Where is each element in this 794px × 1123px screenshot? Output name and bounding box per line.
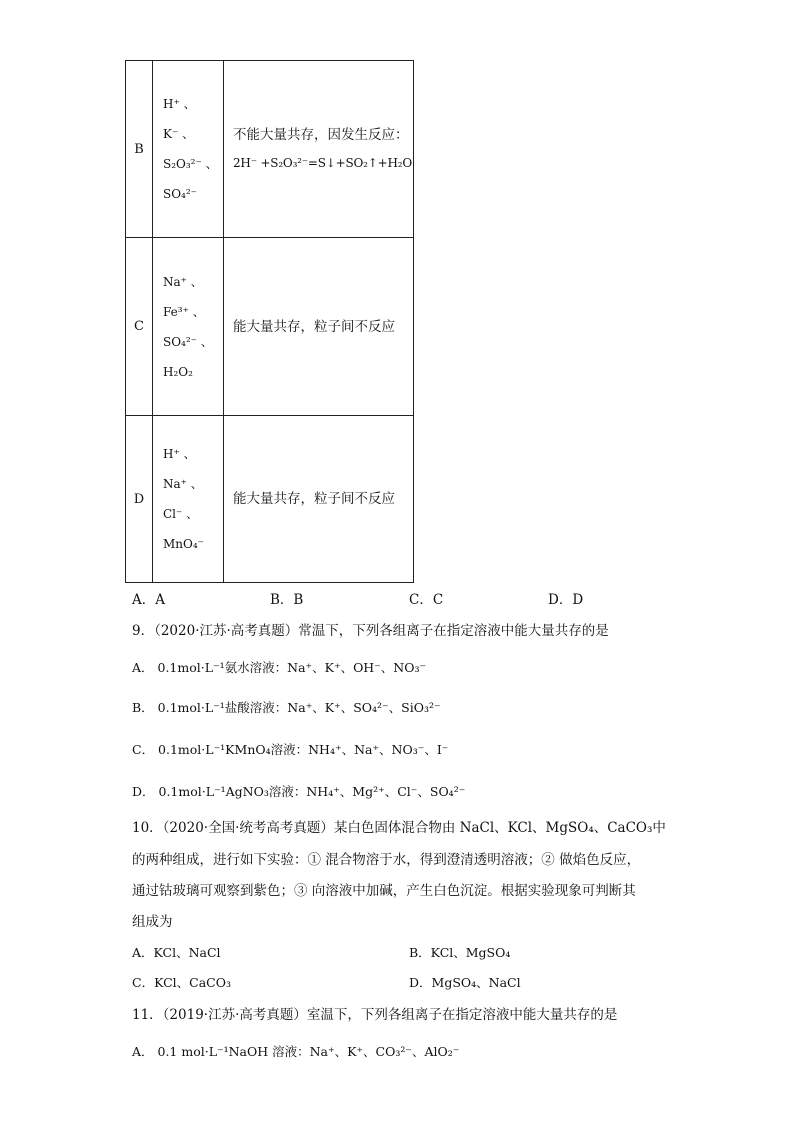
judgement-text: 能大量共存，粒子间不反应 xyxy=(233,318,395,335)
option-label: C xyxy=(126,238,153,416)
option-label: B xyxy=(126,61,153,238)
q10-option-b[interactable]: B．KCl、MgSO₄ xyxy=(409,945,511,960)
ion-item: Na⁺ 、 xyxy=(163,274,203,289)
judgement-text: 能大量共存，粒子间不反应 xyxy=(233,491,395,507)
q8-choice-b[interactable]: B．B xyxy=(270,592,304,608)
ion-item: SO₄²⁻ xyxy=(163,187,198,201)
q8-choice-d[interactable]: D．D xyxy=(548,592,584,608)
judgement-cell xyxy=(224,238,414,416)
q10-option-c[interactable]: C．KCl、CaCO₃ xyxy=(132,975,231,990)
ion-item: H₂O₂ xyxy=(163,364,193,379)
judgement-cell xyxy=(224,416,414,583)
q9-option-a[interactable]: A． 0.1mol·L⁻¹氨水溶液：Na⁺、K⁺、OH⁻、NO₃⁻ xyxy=(132,660,427,675)
q10-option-a[interactable]: A．KCl、NaCl xyxy=(132,945,221,960)
ion-list xyxy=(153,416,224,583)
q10-option-d[interactable]: D．MgSO₄、NaCl xyxy=(409,975,521,990)
ion-item: SO₄²⁻ 、 xyxy=(163,334,213,349)
reaction-equation: 2H⁻ +S₂O₃²⁻=S↓+SO₂↑+H₂O xyxy=(233,156,413,170)
ion-item: H⁺ 、 xyxy=(163,447,196,461)
ion-table xyxy=(125,60,414,583)
q10-stem-line: 组成为 xyxy=(132,914,173,930)
table-row xyxy=(126,238,414,416)
q8-choice-a[interactable]: A．A xyxy=(132,592,165,608)
option-label: D xyxy=(126,416,153,583)
q9-option-d[interactable]: D． 0.1mol·L⁻¹AgNO₃溶液：NH₄⁺、Mg²⁺、Cl⁻、SO₄²⁻ xyxy=(132,784,466,799)
ion-item: Na⁺ 、 xyxy=(163,477,203,491)
q10-stem-line: 通过钴玻璃可观察到紫色；③ 向溶液中加碱，产生白色沉淀。根据实验现象可判断其 xyxy=(132,883,636,899)
q9-option-b[interactable]: B． 0.1mol·L⁻¹盐酸溶液：Na⁺、K⁺、SO₄²⁻、SiO₃²⁻ xyxy=(132,700,441,715)
ion-item: MnO₄⁻ xyxy=(163,537,204,551)
ion-list xyxy=(153,61,224,238)
ion-list xyxy=(153,238,224,416)
q10-stem-line: 的两种组成，进行如下实验：① 混合物溶于水，得到澄清透明溶液；② 做焰色反应， xyxy=(132,852,641,868)
q9-stem: 9．（2020·江苏·高考真题）常温下，下列各组离子在指定溶液中能大量共存的是 xyxy=(132,623,609,639)
judgement-cell xyxy=(224,61,414,238)
q8-choice-c[interactable]: C．C xyxy=(409,592,444,608)
ion-item: Cl⁻ 、 xyxy=(163,507,199,521)
ion-item: Fe³⁺ 、 xyxy=(163,304,205,319)
ion-item: S₂O₃²⁻ 、 xyxy=(163,157,218,171)
judgement-text: 不能大量共存，因发生反应： xyxy=(233,127,409,143)
q11-option-a[interactable]: A． 0.1 mol·L⁻¹NaOH 溶液：Na⁺、K⁺、CO₃²⁻、AlO₂⁻ xyxy=(132,1044,460,1059)
q11-stem: 11．（2019·江苏·高考真题）室温下，下列各组离子在指定溶液中能大量共存的是 xyxy=(132,1007,618,1023)
q9-option-c[interactable]: C． 0.1mol·L⁻¹KMnO₄溶液：NH₄⁺、Na⁺、NO₃⁻、I⁻ xyxy=(132,742,449,757)
table-row xyxy=(126,61,414,238)
ion-item: K⁻ 、 xyxy=(163,127,195,141)
ion-item: H⁺ 、 xyxy=(163,97,196,111)
table-row xyxy=(126,416,414,583)
q10-stem-line: 10．（2020·全国·统考高考真题）某白色固体混合物由 NaCl、KCl、MgSO₄、CaCO₃中 xyxy=(132,820,666,836)
